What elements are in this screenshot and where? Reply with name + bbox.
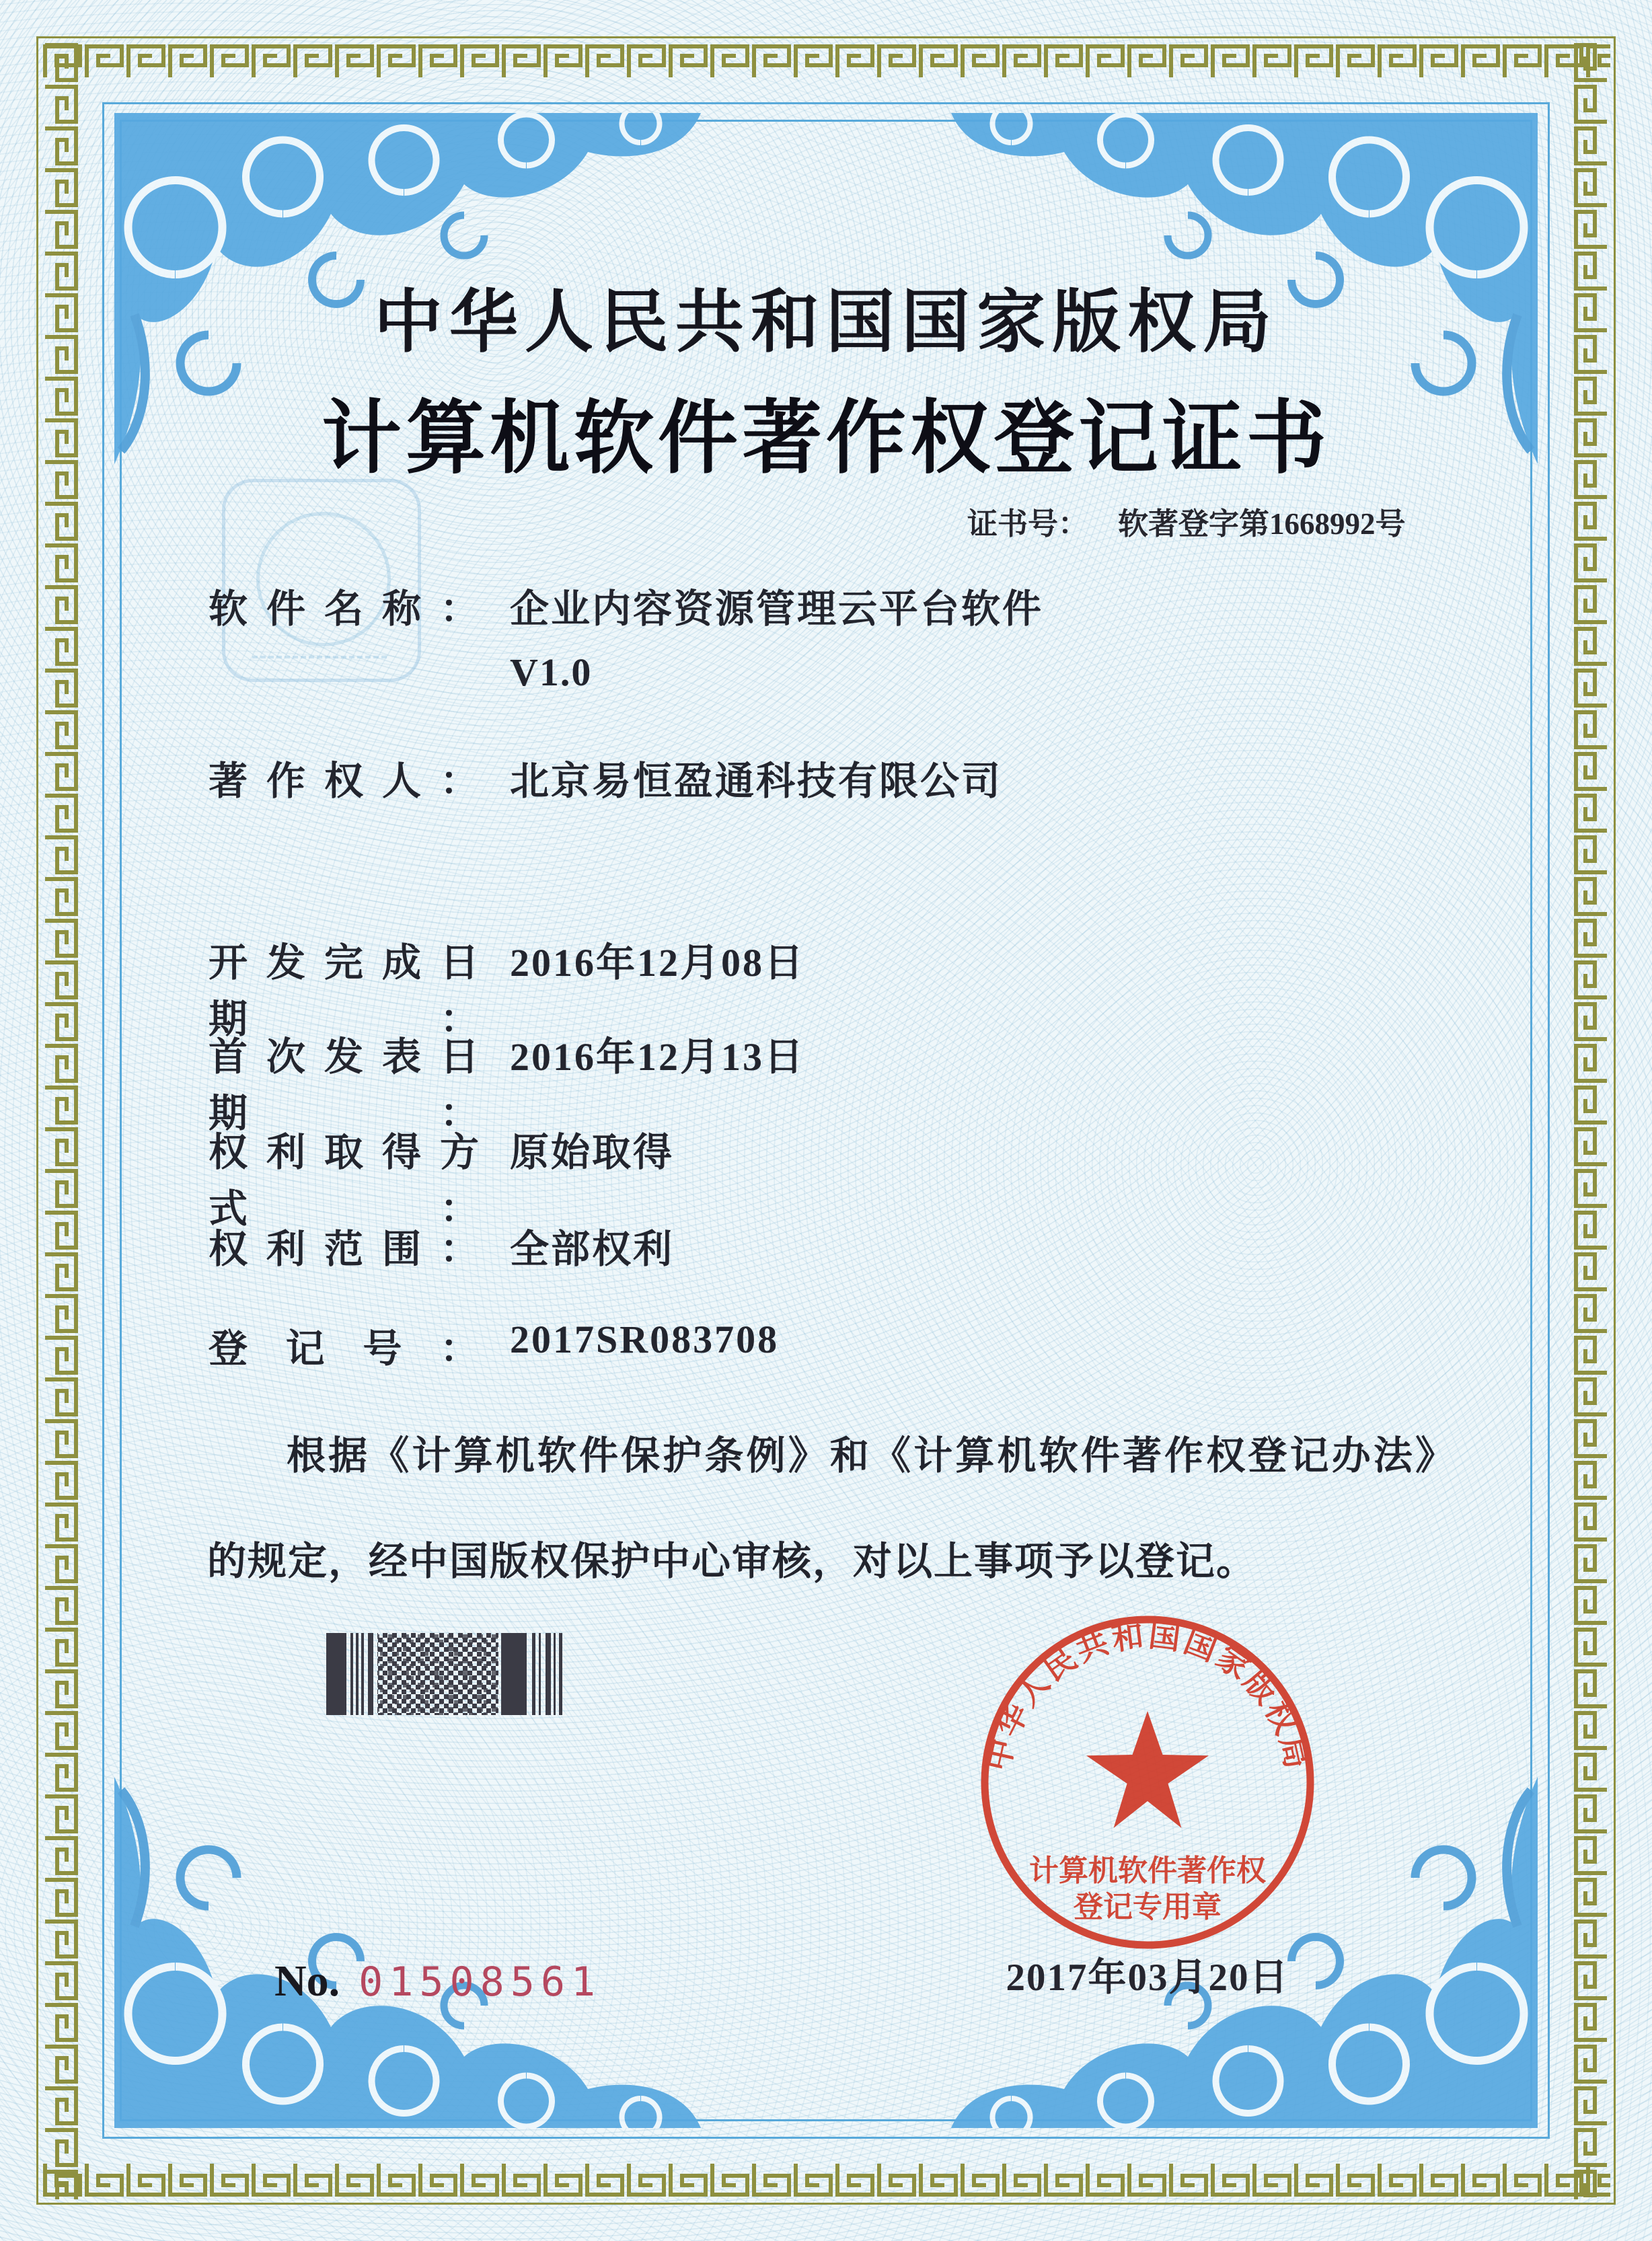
- field-rights-acquisition: [0, 1120, 1652, 1231]
- seal-line2: 登记专用章: [1074, 1891, 1222, 1924]
- field-rights-scope: [0, 1217, 1652, 1271]
- serial-label: No.: [274, 1957, 340, 2006]
- field-value: 2016年12月13日: [510, 1035, 806, 1079]
- registration-statement: 根据《计算机软件保护条例》和《计算机软件著作权登记办法》的规定，经中国版权保护中心审核，对以上事项予以登记。: [207, 1434, 1456, 1583]
- certificate-number-label: 证书号：: [967, 507, 1089, 541]
- field-dev-complete-date: [0, 931, 1652, 1041]
- field-value-version: V1.0: [510, 650, 593, 694]
- serial-number: 01508561: [359, 1959, 602, 2006]
- field-value: 2017SR083708: [510, 1318, 780, 1361]
- red-star-icon: [1086, 1711, 1209, 1828]
- corner-flourish-icon: [114, 1751, 720, 2128]
- greek-key-border-top: [42, 43, 1610, 79]
- seal-date: 2017年03月20日: [1006, 1957, 1289, 1999]
- field-label: 开发完成日期：: [209, 941, 479, 1041]
- field-software-name: [0, 577, 1652, 694]
- field-value: 北京易恒盈通科技有限公司: [510, 759, 1003, 803]
- field-label: 登记号：: [209, 1327, 479, 1371]
- field-label: 权利取得方式：: [209, 1131, 479, 1231]
- issuing-authority-title: 中华人民共和国国家版权局: [374, 285, 1278, 361]
- certificate-number-value: 软著登字第1668992号: [1118, 507, 1406, 541]
- official-seal: [974, 1609, 1321, 1956]
- field-value: 企业内容资源管理云平台软件: [510, 587, 1044, 631]
- certificate-number-row: [967, 499, 1406, 543]
- field-label: 首次发表日期：: [209, 1035, 479, 1135]
- field-value: 原始取得: [510, 1131, 675, 1174]
- field-value: 全部权利: [510, 1227, 675, 1271]
- certificate-title: 计算机软件著作权登记证书: [322, 394, 1330, 483]
- field-label: 软件名称：: [209, 587, 479, 631]
- field-value: 2016年12月08日: [510, 941, 806, 985]
- field-label: 权利范围：: [209, 1227, 479, 1271]
- field-registration-number: [0, 1317, 1652, 1371]
- greek-key-border-bottom: [42, 2162, 1610, 2198]
- pdf417-barcode-icon: [326, 1633, 563, 1715]
- field-copyright-owner: [0, 749, 1652, 803]
- seal-line1: 计算机软件著作权: [1029, 1854, 1266, 1887]
- field-first-publish-date: [0, 1025, 1652, 1135]
- field-label: 著作权人：: [209, 759, 479, 803]
- emboss-stamp-marks: [252, 656, 387, 669]
- seal-ring-text: 中华人民共和国国家版权局: [980, 1618, 1315, 1775]
- serial-number-row: [274, 1956, 601, 2007]
